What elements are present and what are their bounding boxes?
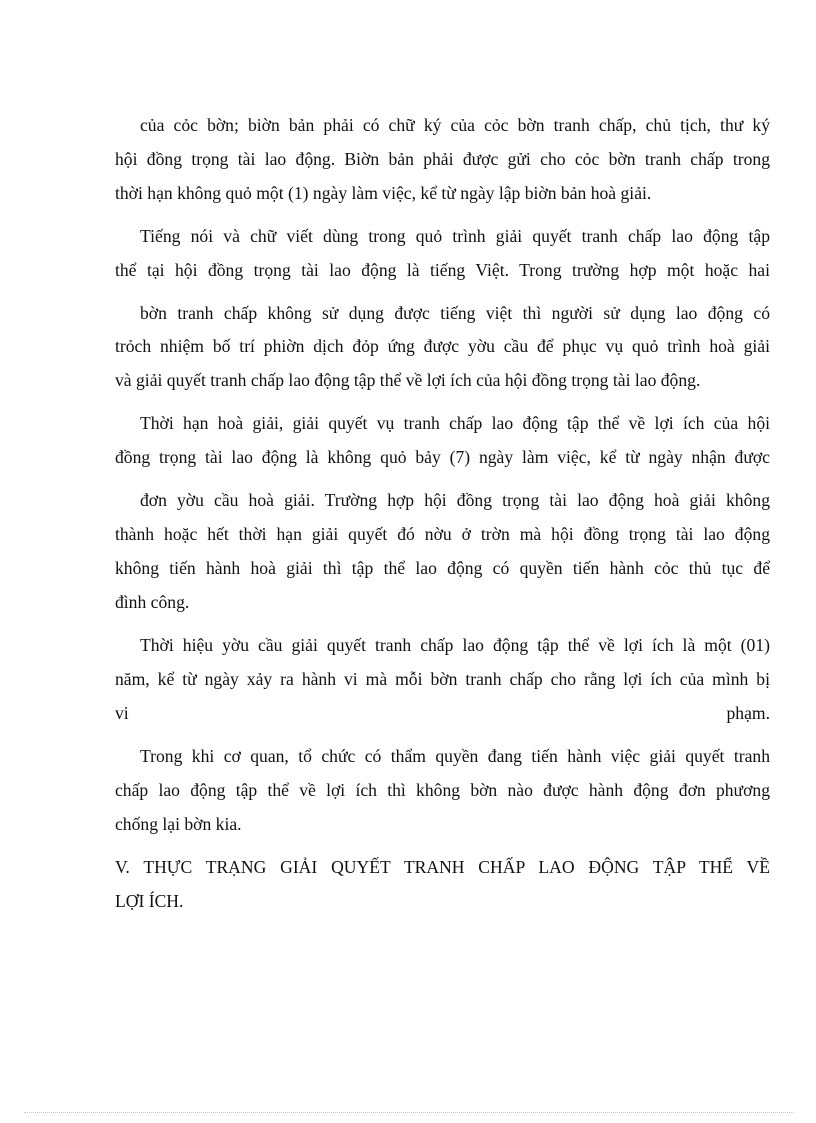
section-heading: LỢI ÍCH. <box>115 891 184 911</box>
text-line: Tiếng nói và chữ viết dùng trong quỏ trình giải quyết tranh chấp lao động tập <box>140 226 770 246</box>
text-line: không tiến hành hoà giải thì tập thể lao động có quyền tiến hành cỏc thủ tục để <box>115 558 770 578</box>
section-heading: V. THỰC TRẠNG GIẢI QUYẾT TRANH CHẤP LAO ĐỘNG TẬP THỂ VỀ <box>115 857 770 877</box>
page-bottom-dotted-rule <box>24 1112 794 1113</box>
text-line: bờn tranh chấp không sử dụng được tiếng việt thì người sử dụng lao động có <box>140 303 770 323</box>
text-line: vi phạm. <box>115 703 770 723</box>
text-line: Thời hạn hoà giải, giải quyết vụ tranh chấp lao động tập thể về lợi ích của hội <box>140 413 770 433</box>
text-line: chống lại bờn kia. <box>115 814 242 834</box>
text-line: hội đồng trọng tài lao động. Biờn bản phải được gửi cho cỏc bờn tranh chấp trong <box>115 149 770 169</box>
text-line: năm, kể từ ngày xảy ra hành vi mà mỗi bờn tranh chấp cho rằng lợi ích của mình bị <box>115 669 770 689</box>
text-line: đơn yờu cầu hoà giải. Trường hợp hội đồng trọng tài lao động hoà giải không <box>140 490 770 510</box>
text-line: thời hạn không quỏ một (1) ngày làm việc, kể từ ngày lập biờn bản hoà giải. <box>115 183 652 203</box>
text-line: và giải quyết tranh chấp lao động tập thể về lợi ích của hội đồng trọng tài lao động. <box>115 370 701 390</box>
text-line: đồng trọng tài lao động là không quỏ bảy (7) ngày làm việc, kể từ ngày nhận được <box>115 447 770 467</box>
text-line: thành hoặc hết thời hạn giải quyết đó nờu ở trờn mà hội đồng trọng tài lao động <box>115 524 770 544</box>
text-line: chấp lao động tập thể về lợi ích thì không bờn nào được hành động đơn phương <box>115 780 770 800</box>
text-line: Trong khi cơ quan, tổ chức có thẩm quyền đang tiến hành việc giải quyết tranh <box>140 746 770 766</box>
text-line: đình công. <box>115 592 190 612</box>
text-line: thể tại hội đồng trọng tài lao động là tiếng Việt. Trong trường hợp một hoặc hai <box>115 260 770 280</box>
text-line: trỏch nhiệm bố trí phiờn dịch đỏp ứng được yờu cầu để phục vụ quỏ trình hoà giải <box>115 336 770 356</box>
text-line: Thời hiệu yờu cầu giải quyết tranh chấp lao động tập thể về lợi ích là một (01) <box>140 635 770 655</box>
text-line: của cỏc bờn; biờn bản phải có chữ ký của cỏc bờn tranh chấp, chủ tịch, thư ký <box>140 115 770 135</box>
